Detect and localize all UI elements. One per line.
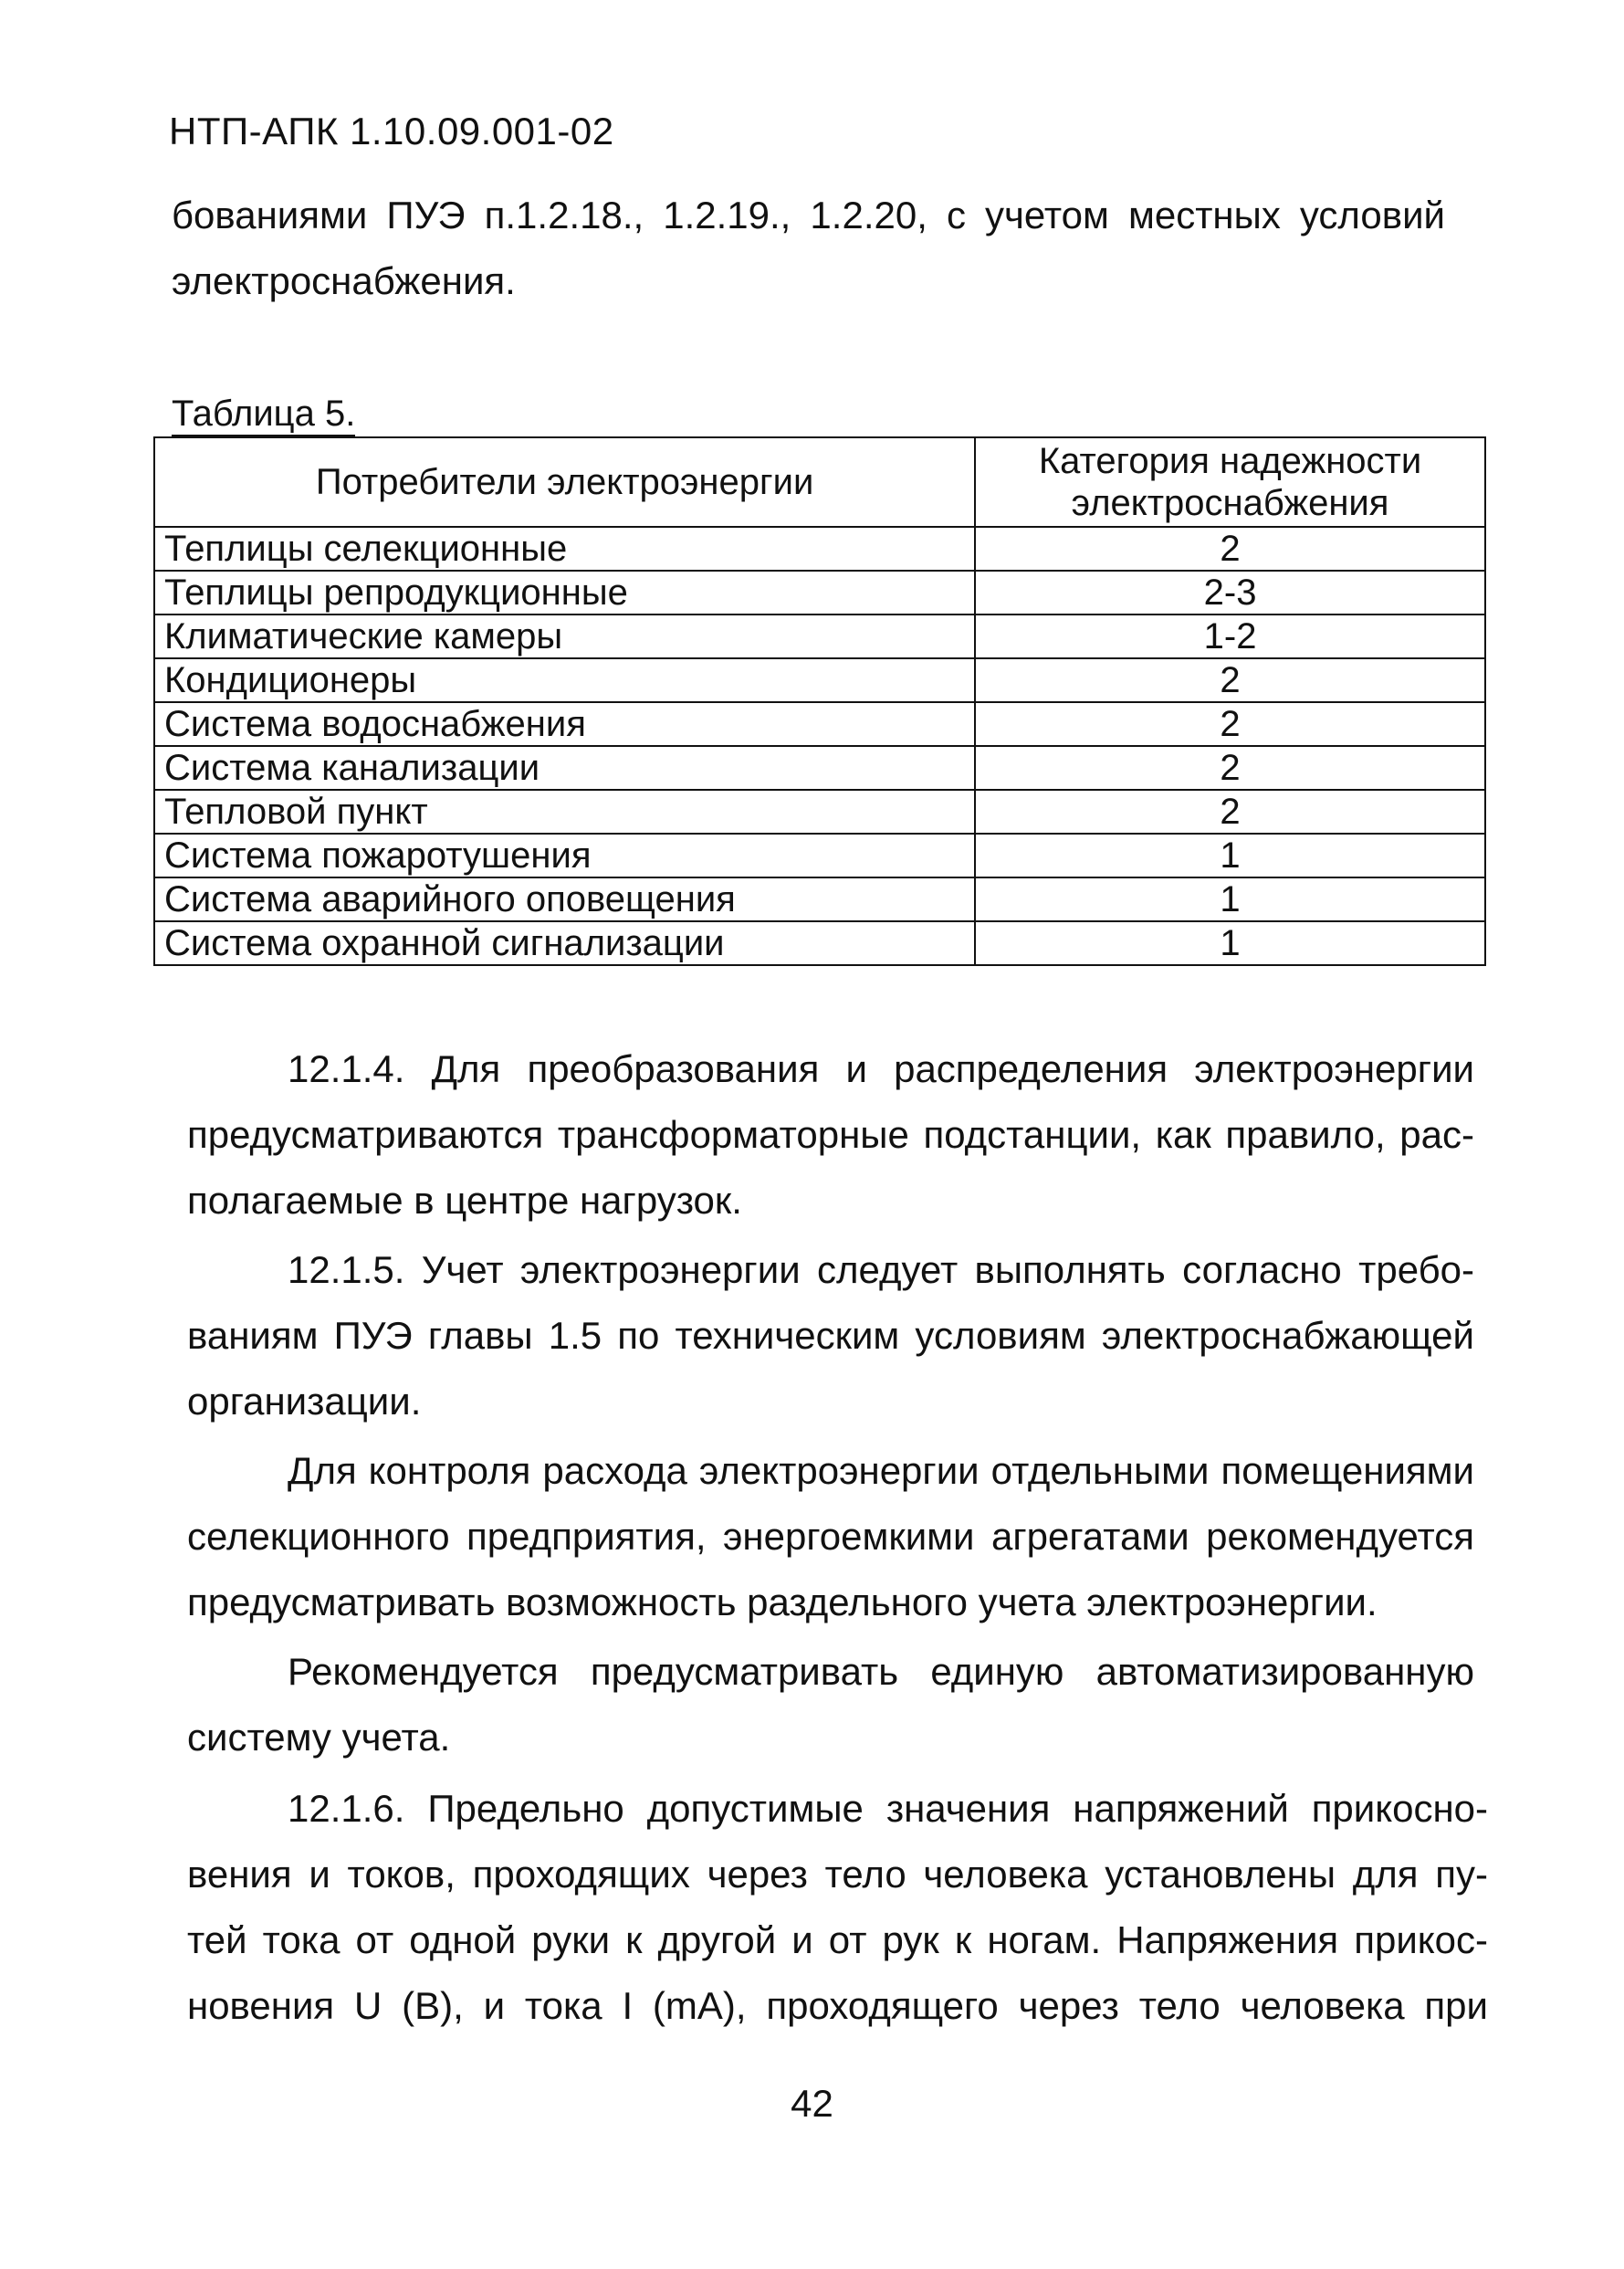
consumer-cell: Теплицы репродукционные	[154, 571, 975, 615]
text-line: бованиями ПУЭ п.1.2.18., 1.2.19., 1.2.20, с учетом местных условий	[172, 194, 1445, 236]
text-line: ваниям ПУЭ главы 1.5 по техническим условиям электроснабжающей	[187, 1314, 1474, 1357]
continuation-paragraph	[172, 183, 1445, 314]
paragraph-recommendation	[187, 1639, 1474, 1770]
header-consumers: Потребители электроэнергии	[154, 437, 975, 527]
table-caption: Таблица 5.	[172, 393, 355, 436]
header-category-line: электроснабжения	[1071, 483, 1389, 523]
text-line: полагаемые в центре нагрузок.	[187, 1179, 742, 1222]
text-line	[187, 1639, 1474, 1705]
consumer-cell: Система канализации	[154, 746, 975, 790]
text-line: предусматриваются трансформаторные подстанции, как правило, рас-	[187, 1113, 1474, 1156]
consumer-cell: Система охранной сигнализации	[154, 921, 975, 965]
table-row	[154, 746, 1485, 790]
paragraph-12-1-5	[187, 1237, 1474, 1434]
category-cell: 2-3	[975, 571, 1485, 615]
text-line-content: 12.1.6. Предельно допустимые значения напряжений прикосно-	[288, 1787, 1488, 1830]
paragraph-12-1-4	[187, 1036, 1474, 1234]
category-cell: 2	[975, 527, 1485, 571]
consumer-cell: Система водоснабжения	[154, 702, 975, 746]
category-cell: 2	[975, 658, 1485, 702]
category-cell: 2	[975, 746, 1485, 790]
consumer-cell: Климатические камеры	[154, 615, 975, 658]
table-row	[154, 834, 1485, 877]
category-cell: 2	[975, 702, 1485, 746]
text-line-content: 12.1.4. Для преобразования и распределения электроэнергии	[288, 1047, 1474, 1090]
table-row	[154, 921, 1485, 965]
table-row	[154, 877, 1485, 921]
text-line: тей тока от одной руки к другой и от рук к ногам. Напряжения прикос-	[187, 1918, 1488, 1961]
document-code-header: НТП-АПК 1.10.09.001-02	[169, 110, 614, 152]
text-line-content: Для контроля расхода электроэнергии отдельными помещениями	[288, 1449, 1474, 1492]
reliability-category-table	[153, 436, 1486, 966]
page-number: 42	[791, 2082, 833, 2125]
text-line: предусматривать возможность раздельного учета электроэнергии.	[187, 1581, 1378, 1623]
category-cell: 2	[975, 790, 1485, 834]
table-row	[154, 571, 1485, 615]
consumer-cell: Тепловой пункт	[154, 790, 975, 834]
table-row	[154, 790, 1485, 834]
category-cell: 1	[975, 877, 1485, 921]
text-line: вения и токов, проходящих через тело человека установлены для пу-	[187, 1853, 1488, 1896]
text-line	[187, 1776, 1488, 1842]
table-row	[154, 702, 1485, 746]
paragraph-12-1-6	[187, 1776, 1488, 2039]
consumer-cell: Система аварийного оповещения	[154, 877, 975, 921]
text-line: систему учета.	[187, 1716, 451, 1759]
table-row	[154, 527, 1485, 571]
category-cell: 1	[975, 834, 1485, 877]
text-line: селекционного предприятия, энергоемкими агрегатами рекомендуется	[187, 1515, 1474, 1558]
consumer-cell: Кондиционеры	[154, 658, 975, 702]
text-line: организации.	[187, 1380, 422, 1423]
paragraph-energy-control	[187, 1438, 1474, 1635]
text-line	[187, 1438, 1474, 1504]
consumer-cell: Теплицы селекционные	[154, 527, 975, 571]
header-category-line: Категория надежности	[1038, 441, 1422, 481]
text-line: новения U (B), и тока I (mA), проходящего через тело человека при	[187, 1984, 1488, 2027]
text-line	[187, 1237, 1474, 1303]
text-line: электроснабжения.	[172, 259, 516, 302]
text-line	[187, 1036, 1474, 1102]
table-header-row	[154, 437, 1485, 527]
table-row	[154, 658, 1485, 702]
text-line-content: Рекомендуется предусматривать единую автоматизированную	[288, 1650, 1474, 1693]
category-cell: 1-2	[975, 615, 1485, 658]
text-line-content: 12.1.5. Учет электроэнергии следует выполнять согласно требо-	[288, 1248, 1474, 1291]
header-reliability-category	[975, 437, 1485, 527]
consumer-cell: Система пожаротушения	[154, 834, 975, 877]
table-row	[154, 615, 1485, 658]
category-cell: 1	[975, 921, 1485, 965]
